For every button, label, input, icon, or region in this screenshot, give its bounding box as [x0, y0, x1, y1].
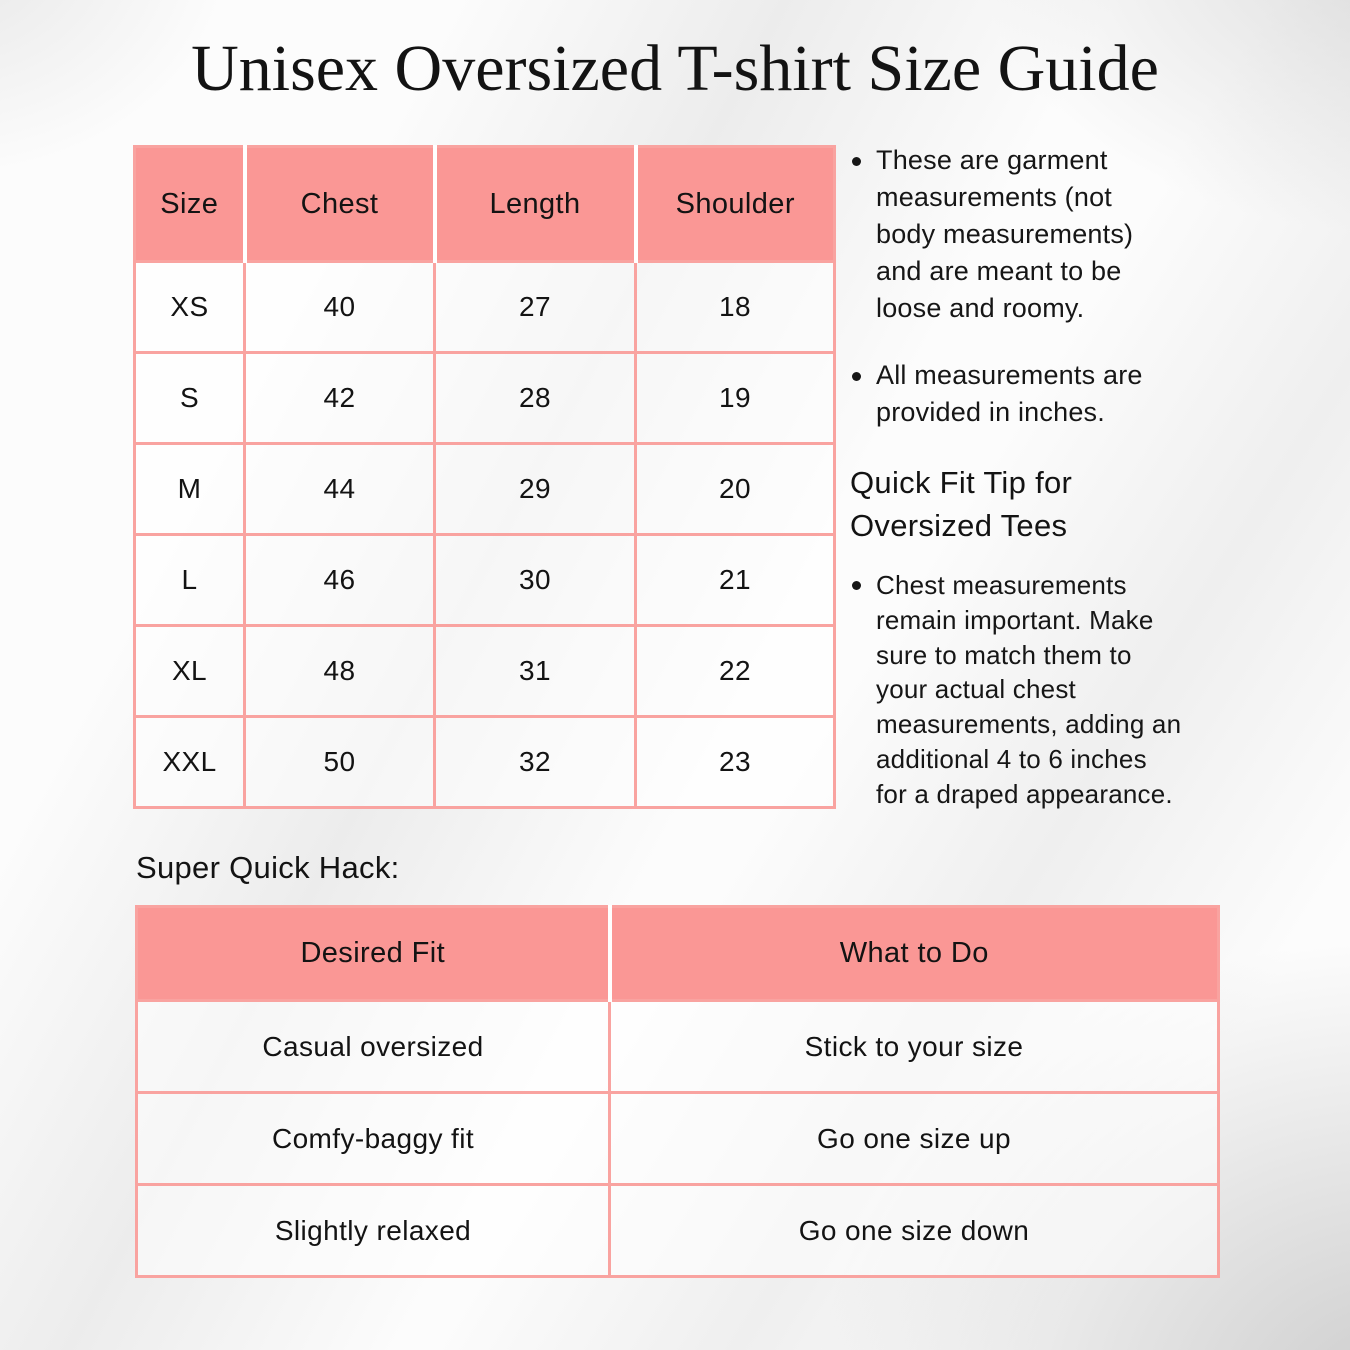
size-table-header-row	[135, 147, 835, 262]
table-cell: 23	[636, 717, 835, 808]
hack-table-header-what-to-do: What to Do	[610, 907, 1219, 1001]
table-cell: Slightly relaxed	[137, 1185, 610, 1277]
table-cell: XL	[135, 626, 245, 717]
note-text	[876, 142, 1133, 327]
table-cell: 28	[435, 353, 636, 444]
table-cell: S	[135, 353, 245, 444]
table-cell: M	[135, 444, 245, 535]
text-line: provided in inches.	[876, 397, 1105, 427]
tip-heading	[850, 461, 1072, 547]
table-cell: Go one size down	[610, 1185, 1219, 1277]
note-text	[876, 357, 1143, 431]
hack-table-header-row	[137, 907, 1219, 1001]
text-line: measurements (not	[876, 182, 1112, 212]
table-cell: Casual oversized	[137, 1001, 610, 1093]
table-row	[137, 1093, 1219, 1185]
table-cell: 30	[435, 535, 636, 626]
table-cell: 48	[245, 626, 435, 717]
table-cell: XXL	[135, 717, 245, 808]
table-row	[135, 717, 835, 808]
text-line: for a draped appearance.	[876, 778, 1173, 809]
note-chest-fit-tip	[849, 568, 1249, 812]
table-cell: 18	[636, 262, 835, 353]
size-table-header-chest: Chest	[245, 147, 435, 262]
table-cell: XS	[135, 262, 245, 353]
note-text	[876, 568, 1181, 812]
table-cell: 29	[435, 444, 636, 535]
text-line: and are meant to be	[876, 256, 1122, 286]
note-garment-measurements	[849, 142, 1251, 327]
table-row	[135, 626, 835, 717]
table-cell: 22	[636, 626, 835, 717]
table-row	[135, 353, 835, 444]
table-row	[135, 262, 835, 353]
text-line: your actual chest	[876, 674, 1076, 705]
size-table-header-shoulder: Shoulder	[636, 147, 835, 262]
table-cell: 21	[636, 535, 835, 626]
text-line: Chest measurements	[876, 570, 1127, 600]
bullet-icon	[852, 372, 861, 381]
text-line: body measurements)	[876, 219, 1134, 249]
table-cell: 27	[435, 262, 636, 353]
note-inches	[849, 357, 1251, 431]
bullet-icon	[852, 157, 861, 166]
text-line: Quick Fit Tip for	[850, 465, 1073, 500]
table-cell: 44	[245, 444, 435, 535]
table-cell: 20	[636, 444, 835, 535]
table-row	[135, 535, 835, 626]
table-cell: 32	[435, 717, 636, 808]
text-line: loose and roomy.	[876, 293, 1085, 323]
table-cell: 40	[245, 262, 435, 353]
table-cell: Go one size up	[610, 1093, 1219, 1185]
text-line: All measurements are	[876, 360, 1143, 390]
text-line: sure to match them to	[876, 639, 1132, 670]
size-table-body	[135, 262, 835, 808]
text-line: remain important. Make	[876, 604, 1154, 635]
text-line: These are garment	[876, 145, 1108, 175]
table-cell: 46	[245, 535, 435, 626]
hack-table	[135, 905, 1220, 1278]
table-cell: 42	[245, 353, 435, 444]
table-row	[135, 444, 835, 535]
hack-table-header-desired-fit: Desired Fit	[137, 907, 610, 1001]
table-cell: Stick to your size	[610, 1001, 1219, 1093]
text-line: measurements, adding an	[876, 709, 1182, 740]
table-cell: L	[135, 535, 245, 626]
table-cell: Comfy-baggy fit	[137, 1093, 610, 1185]
hack-table-body	[137, 1001, 1219, 1277]
table-row	[137, 1001, 1219, 1093]
size-table	[133, 145, 836, 809]
page-title: Unisex Oversized T-shirt Size Guide	[191, 32, 1159, 105]
table-row	[137, 1185, 1219, 1277]
table-cell: 50	[245, 717, 435, 808]
table-cell: 19	[636, 353, 835, 444]
table-cell: 31	[435, 626, 636, 717]
size-table-header-length: Length	[435, 147, 636, 262]
bullet-icon	[852, 581, 861, 590]
notes-panel	[849, 142, 1251, 431]
text-line: additional 4 to 6 inches	[876, 743, 1147, 774]
size-table-header-size: Size	[135, 147, 245, 262]
hack-heading: Super Quick Hack:	[136, 850, 400, 885]
text-line: Oversized Tees	[850, 508, 1068, 543]
